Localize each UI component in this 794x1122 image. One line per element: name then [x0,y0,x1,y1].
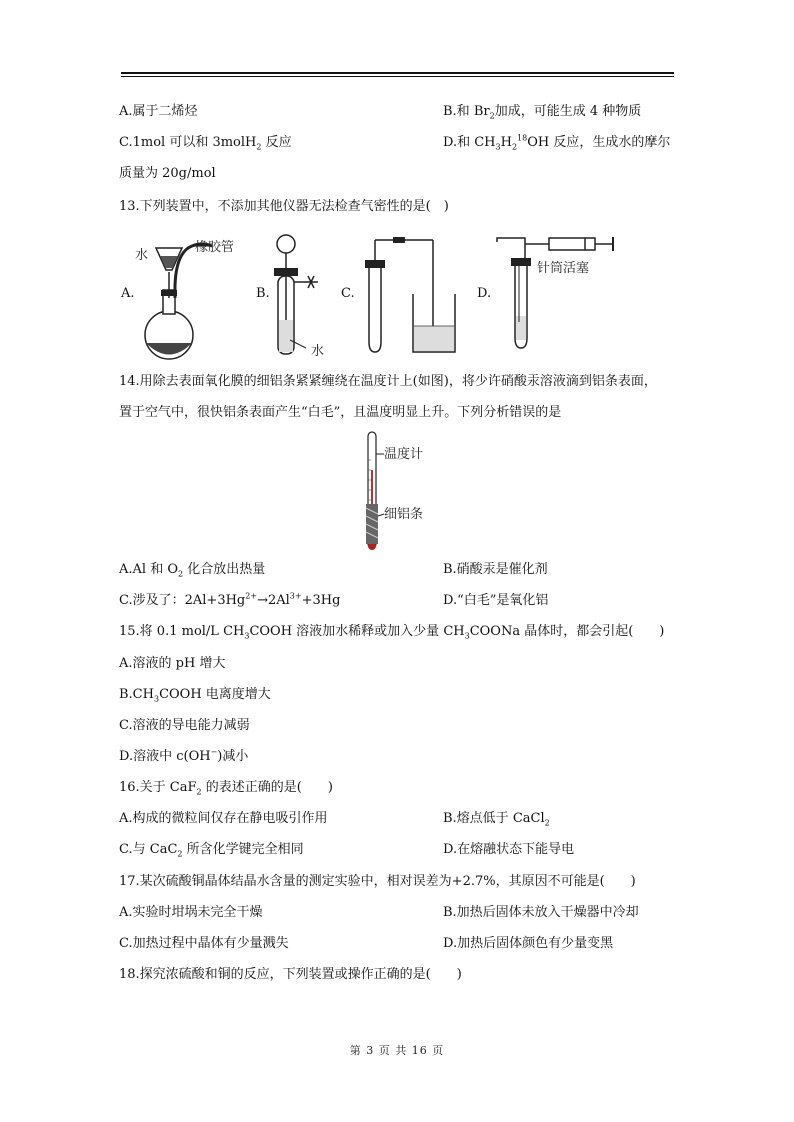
q14-thermometer-label: 温度计 [384,447,424,462]
q12-option-d-continued: 质量为 20g/mol [119,166,216,181]
q15-option-b: $B.CH_3COOH$ 电离度增大 [119,687,271,704]
q16-option-a: A.构成的微粒间仅存在静电吸引作用 [119,811,328,826]
q14-stem-line2: 置于空气中，很快铝条表面产生“白毛”，且温度明显上升。下列分析错误的是 [119,405,562,420]
q15-stem: 15.将 0.1 mol/L $CH_3COOH$ 溶液加水稀释或加入少量 $CH_3COONa$ 晶体时，都会引起( ) [119,624,665,641]
q17-option-c: C.加热过程中晶体有少量溅失 [119,936,289,951]
q13-figure-a [132,232,252,362]
q13-label-d: D. [477,286,492,301]
q16-stem: 16.关于 CaF$_2$ 的表述正确的是( ) [119,780,333,797]
header-rule-thin [121,76,674,77]
q13-label-b: B. [256,286,270,301]
q17-option-b: B.加热后固体未放入干燥器中冷却 [443,905,639,920]
q13-label-a: A. [121,286,135,301]
q12-option-c: C.1mol 可以和 3molH$_2$ 反应 [119,135,292,152]
q13-figure-d [489,232,619,358]
q13-figure-a-tube-label: 橡胶管 [195,240,235,255]
q13-figure-c [355,230,465,360]
q17-option-a: A.实验时坩埚未完全干燥 [119,905,263,920]
q17-stem: 17.某次硫酸铜晶体结晶水含量的测定实验中，相对误差为+2.7%，其原因不可能是( ) [119,874,636,889]
q18-stem: 18.探究浓硫酸和铜的反应，下列装置或操作正确的是( ) [119,967,462,982]
q13-figure-b [266,230,336,362]
q15-option-a: A.溶液的 pH 增大 [119,656,226,671]
q14-strip-label: 细铝条 [384,507,424,522]
q12-option-d: D.和 $CH_3H_2^{18}OH$ 反应，生成水的摩尔 [443,133,671,152]
q15-option-c: C.溶液的导电能力减弱 [119,718,250,733]
q16-option-c: C.与 CaC$_2$ 所含化学键完全相同 [119,842,304,859]
q13-label-c: C. [341,286,355,301]
header-rule-thick [121,72,674,74]
q15-option-d: D.溶液中 c(OH−)减小 [119,747,249,764]
q14-option-a: A.Al 和 $O_2$ 化合放出热量 [119,562,266,579]
q14-thermometer-figure [362,430,442,554]
q17-option-d: D.加热后固体颜色有少量变黑 [443,936,614,951]
q12-option-b: B.和 $Br_2$加成，可能生成 4 种物质 [443,104,642,121]
q16-option-d: D.在熔融状态下能导电 [443,842,575,857]
q14-option-b: B.硝酸汞是催化剂 [443,562,548,577]
q13-figure-d-plunger-label: 针筒活塞 [537,261,590,276]
page-footer: 第 3 页 共 16 页 [349,1044,445,1057]
q12-option-a: A.属于二烯烃 [119,104,198,119]
q13-figure-a-water-label: 水 [135,248,149,263]
q16-option-b: B.熔点低于 CaCl$_2$ [443,811,550,828]
q13-stem: 13.下列装置中，不添加其他仪器无法检查气密性的是( ) [119,199,449,214]
q14-stem-line1: 14.用除去表面氧化膜的细铝条紧紧缠绕在温度计上(如图)，将少许硝酸汞溶液滴到铝条表面， [119,374,657,389]
q14-option-c: C.涉及了：$2Al+3Hg^{2+}\to 2Al^{3+}+3Hg$ [119,591,341,608]
q14-option-d: D.“白毛”是氧化铝 [443,593,549,608]
q13-figure-b-water-label: 水 [311,344,325,359]
